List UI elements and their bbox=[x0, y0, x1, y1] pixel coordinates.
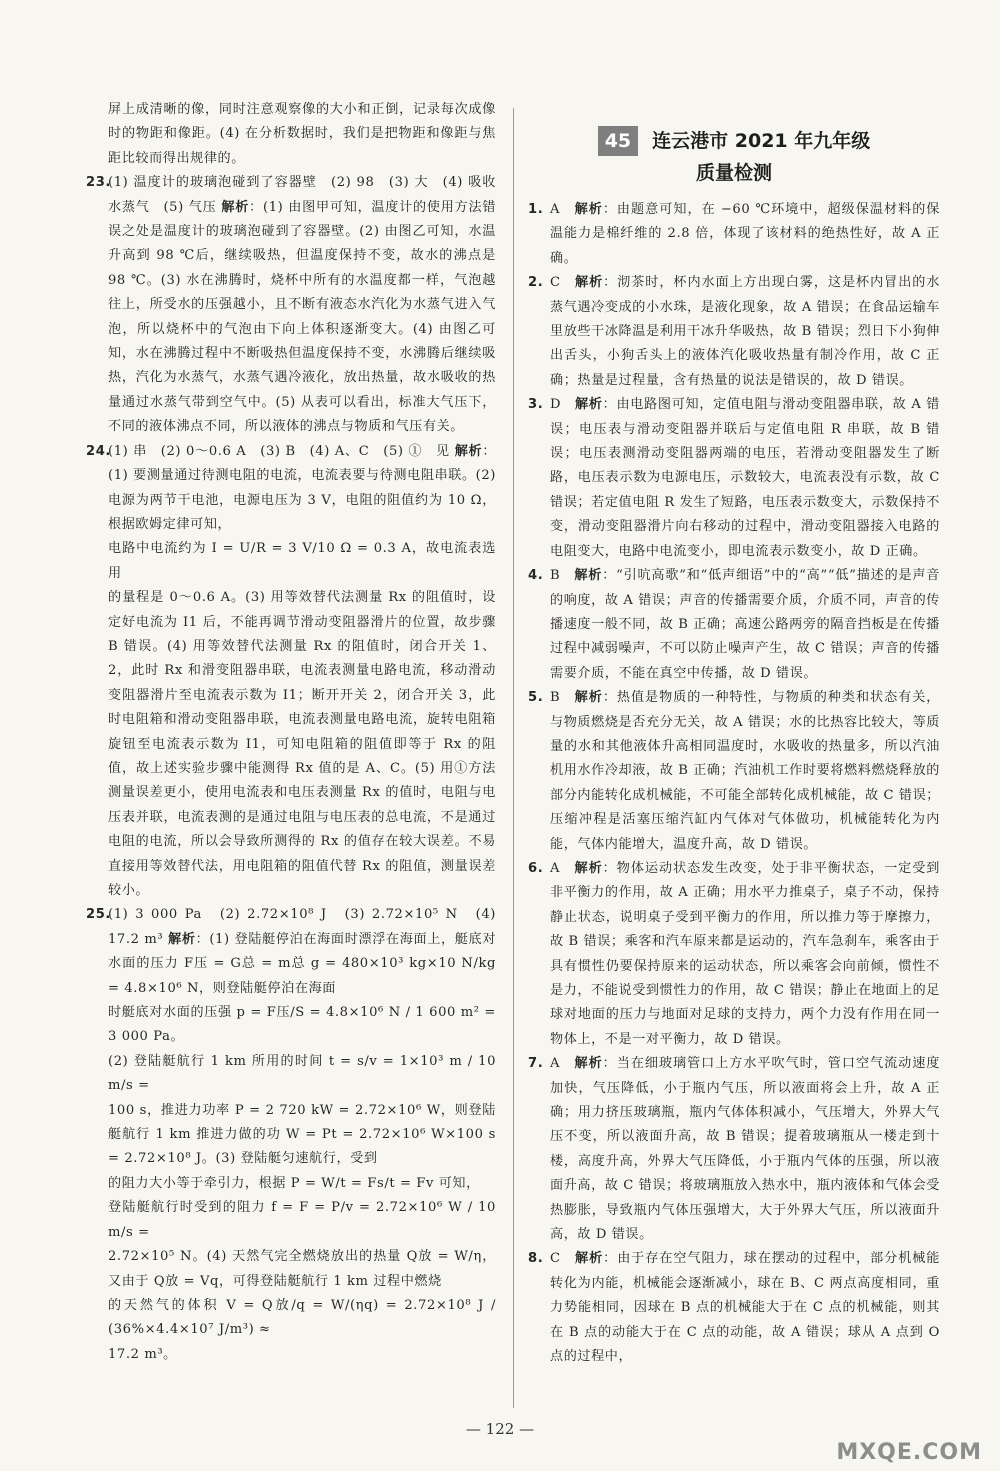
analysis-body: 17.2 m³。 bbox=[108, 1346, 177, 1362]
question-number: 3. bbox=[528, 397, 544, 413]
equation-line: 时艇底对水面的压强 p = F压/S = 4.8×10⁶ N / 1 600 m² = 3 000 Pa。 bbox=[108, 1005, 496, 1045]
question-number: 8. bbox=[528, 1251, 544, 1267]
column-divider bbox=[513, 108, 514, 1408]
analysis-label: 解析 bbox=[574, 1056, 603, 1072]
question-8 bbox=[528, 1247, 940, 1369]
analysis-body: ：由电路图可知，定值电阻与滑动变阻器串联，故 A 错误；电压表与滑动变阻器并联后与定值电阻 R 串联，故 B 错误；电压表测滑动变阻器两端的电压，若滑动变阻器发生了断路，电压表示数为电源电压，示数较大，电流表没有示数，故 C 错误；若定值电阻 R 发生了短路，电压表示数变大，示数保持不变，滑动变阻器滑片向右移动的过程中，滑动变阻器接入电路的电阻变大，电路中电流变小，即电流表示数变小，故 D 正确。 bbox=[550, 397, 940, 559]
page-number: — 122 — bbox=[465, 1420, 535, 1438]
equation-line: 的阻力大小等于牵引力，根据 P = W/t = Fs/t = Fv 可知， bbox=[108, 1175, 480, 1191]
question-number: 2. bbox=[528, 275, 544, 291]
answer-text: D bbox=[550, 397, 562, 413]
answer-text: B bbox=[550, 568, 561, 584]
continuation-paragraph: 屏上成清晰的像，同时注意观察像的大小和正倒，记录每次成像时的物距和像距。(4) 在分析数据时，我们是把物距和像距与焦距比较而得出规律的。 bbox=[108, 102, 496, 166]
question-number: 7. bbox=[528, 1056, 544, 1072]
question-number: 4. bbox=[528, 568, 544, 584]
analysis-label: 解析 bbox=[575, 275, 604, 291]
question-number: 1. bbox=[528, 202, 544, 217]
question-number: 24. bbox=[86, 443, 111, 459]
analysis-body: ：(1) 要测量通过待测电阻的电流，电流表要与待测电阻串联。(2) 电源为两节干电池，电源电压为 3 V，电阻的阻值约为 10 Ω，根据欧姆定律可知， bbox=[108, 443, 497, 532]
answer-text: B bbox=[550, 690, 561, 706]
analysis-body: ：由题意可知，在 −60 ℃环境中，超级保温材料的保温能力是棉纤维的 2.8 倍，体现了该材料的绝热性好，故 A 正确。 bbox=[550, 202, 940, 266]
question-5 bbox=[528, 686, 940, 857]
equation-line: 登陆艇航行时受到的阻力 f = F = P/v = 2.72×10⁶ W / 10 m/s = bbox=[108, 1200, 496, 1240]
answer-text: A bbox=[550, 202, 561, 217]
section-title-line1: 连云港市 2021 年九年级 bbox=[652, 130, 871, 152]
question-number: 5. bbox=[528, 690, 544, 706]
analysis-label: 解析 bbox=[574, 568, 603, 584]
analysis-body: ：热值是物质的一种特性，与物质的种类和状态有关，与物质燃烧是否充分无关，故 A 错误；水的比热容比较大，等质量的水和其他液体升高相同温度时，水吸收的热量多，所以汽油机用水作冷却液，故 B 正确；汽油机工作时要将燃料燃烧释放的部分内能转化成机械能，不可能全部转化成机械能，故 C 错误；压缩冲程是活塞压缩汽缸内气体对气体做功，机械能转化为内能，气体内能增大，温度升高，故 D 错误。 bbox=[550, 690, 940, 852]
question-1 bbox=[528, 198, 940, 271]
analysis-label: 解析 bbox=[575, 397, 603, 413]
analysis-body: ：(1) 登陆艇停泊在海面时漂浮在海面上，艇底对水面的压力 F压 = G总 = m总 g = 480×10³ kg×10 N/kg = 4.8×10⁶ N，则登陆艇停泊在海面 bbox=[108, 931, 497, 996]
analysis-body: ：由于存在空气阻力，球在摆动的过程中，部分机械能转化为内能，机械能会逐渐减小，球在 B、C 两点高度相同，重力势能相同，因球在 B 点的机械能大于在 C 点的机械能，则其在 B 点的动能大于在 C 点的动能，故 A 错误；球从 A 点到 O 点的过程中， bbox=[550, 1251, 941, 1365]
analysis-label: 解析 bbox=[168, 931, 196, 947]
analysis-label: 解析 bbox=[454, 443, 483, 459]
section-header bbox=[528, 126, 940, 188]
section-number-badge: 45 bbox=[598, 126, 638, 156]
analysis-label: 解析 bbox=[574, 860, 603, 876]
question-number: 25. bbox=[86, 907, 111, 923]
question-6 bbox=[528, 857, 940, 1052]
question-number: 23. bbox=[86, 175, 111, 191]
right-column bbox=[528, 198, 940, 1370]
question-7 bbox=[528, 1052, 940, 1247]
question-23 bbox=[86, 171, 510, 439]
answer-text: (1) 3 000 Pa (2) 2.72×10⁸ J (3) 2.72×10⁵ N (4) 17.2 m³ bbox=[108, 907, 496, 947]
equation-line: 电路中电流约为 I = U/R = 3 V/10 Ω = 0.3 A，故电流表选用 bbox=[108, 541, 496, 581]
answer-text: C bbox=[550, 1251, 561, 1267]
answer-text: C bbox=[550, 275, 561, 291]
question-3 bbox=[528, 393, 940, 564]
analysis-body: ：“引吭高歌”和“低声细语”中的“高”“低”描述的是声音的响度，故 A 错误；声音的传播需要介质，介质不同，声音的传播速度一般不同，故 B 正确；高速公路两旁的隔音挡板是在传播过程中减弱噪声，不可以防止噪声产生，故 C 错误；声音的传播需要介质，不能在真空中传播，故 D 错误。 bbox=[550, 568, 940, 681]
section-title-line2: 质量检测 bbox=[695, 162, 772, 184]
analysis-label: 解析 bbox=[574, 202, 603, 217]
analysis-body: ：当在细玻璃管口上方水平吹气时，管口空气流动速度加快，气压降低，小于瓶内气压，所以液面将会上升，故 A 正确；用力挤压玻璃瓶，瓶内气体体积减小，气压增大，外界大气压不变，所以液面升高，故 B 错误；提着玻璃瓶从一楼走到十楼，高度升高，外界大气压降低，小于瓶内气体的压强，所以液面升高，故 C 错误；将玻璃瓶放入热水中，瓶内液体和气体会受热膨胀，导致瓶内气体压强增大，大于外界大气压，所以液面升高，故 D 错误。 bbox=[550, 1056, 940, 1243]
answer-text: A bbox=[550, 860, 561, 876]
question-24 bbox=[86, 440, 496, 904]
equation-line: 的天然气的体积 V = Q放/q = W/(ηq) = 2.72×10⁸ J / (36%×4.4×10⁷ J/m³) ≈ bbox=[108, 1297, 496, 1338]
analysis-body: ：沏茶时，杯内水面上方出现白雾，这是杯内冒出的水蒸气遇冷变成的小水珠，是液化现象，故 A 错误；在食品运输车里放些干冰降温是利用干冰升华吸热，故 B 错误；烈日下小狗伸出舌头，小狗舌头上的液体汽化吸收热量有制冷作用，故 C 正确；热量是过程量，含有热量的说法是错误的，故 D 错误。 bbox=[550, 275, 941, 388]
analysis-label: 解析 bbox=[575, 1251, 604, 1267]
answer-text: A bbox=[550, 1056, 561, 1072]
continuation-text bbox=[86, 98, 496, 171]
question-25 bbox=[86, 903, 496, 1367]
analysis-body: ：物体运动状态发生改变，处于非平衡状态，一定受到非平衡力的作用，故 A 正确；用水平力推桌子，桌子不动，保持静止状态，说明桌子受到平衡力的作用，所以推力等于摩擦力，故 B 错误；乘客和汽车原来都是运动的，汽车急刹车，乘客由于具有惯性仍要保持原来的运动状态，所以乘客会向前倾，惯性不是力，不能说受到惯性力的作用，故 C 错误；静止在地面上的足球对地面的压力与地面对足球的支持力，两个力没有作用在同一物体上，不是一对平衡力，故 D 错误。 bbox=[550, 860, 940, 1047]
analysis-body: 100 s，推进力功率 P = 2 720 kW = 2.72×10⁶ W，则登陆艇航行 1 km 推进力做的功 W = Pt = 2.72×10⁶ W×100 s = 2.72×10⁸ J。(3) 登陆艇匀速航行，受到 bbox=[108, 1102, 496, 1167]
left-column bbox=[86, 98, 510, 1367]
question-2 bbox=[528, 271, 940, 393]
answer-text: (1) 串 (2) 0～0.6 A (3) B (4) A、C (5) ① 见 bbox=[108, 443, 450, 459]
equation-line: (2) 登陆艇航行 1 km 所用的时间 t = s/v = 1×10³ m / 10 m/s = bbox=[108, 1053, 496, 1094]
analysis-label: 解析 bbox=[221, 199, 250, 215]
analysis-body: ：(1) 由图甲可知，温度计的使用方法错误之处是温度计的玻璃泡碰到了容器壁。(2) 由图乙可知，水温升高到 98 ℃后，继续吸热，但温度保持不变，故水的沸点是 98 ℃。(3) 水在沸腾时，烧杯中所有的水温度都一样，气泡越往上，所受水的压强越小，且不断有液态水汽化为水蒸气进入气泡，所以烧杯中的气泡由下向上体积逐渐变大。(4) 由图乙可知，水在沸腾过程中不断吸热但温度保持不变，水沸腾后继续吸热，汽化为水蒸气，水蒸气遇冷液化，放出热量，故水吸收的热量通过水蒸气带到空气中。(5) 从表可以看出，标准大气压下，不同的液体沸点不同，所以液体的沸点与物质和气压有关。 bbox=[108, 199, 497, 435]
analysis-body: 的量程是 0～0.6 A。(3) 用等效替代法测量 Rx 的阻值时，设定好电流为 I1 后，不能再调节滑动变阻器滑片的位置，故步骤 B 错误。(4) 用等效替代法测量 Rx 的阻值时，闭合开关 1、2，此时 Rx 和滑变阻器串联，电流表测量电路电流，移动滑动变阻器滑片至电流表示数为 I1；断开开关 2，闭合开关 3，此时电阻箱和滑动变阻器串联，电流表测量电路电流，旋转电阻箱旋钮至电流表示数为 I1，可知电阻箱的阻值即等于 Rx 的阻值，故上述实验步骤中能测得 Rx 值的是 A、C。(5) 用①方法测量误差更小，使用电流表和电压表测量 Rx 的值时，电阻与电压表并联，电流表测的是通过电阻与电压表的总电流，不是通过电阻的电流，所以会导致所测得的 Rx 的值存在较大误差。不易直接用等效替代法，用电阻箱的阻值代替 Rx 的阻值，测量误差较小。 bbox=[108, 590, 496, 898]
answer-text: (1) 温度计的玻璃泡碰到了容器壁 (2) 98 (3) 大 (4) 吸收 水蒸气 (5) 气压 bbox=[108, 175, 510, 215]
question-4 bbox=[528, 564, 940, 686]
analysis-label: 解析 bbox=[574, 690, 603, 706]
site-watermark: MXQE.COM bbox=[836, 1440, 982, 1465]
analysis-body: 2.72×10⁵ N。(4) 天然气完全燃烧放出的热量 Q放 = W/η，又由于 Q放 = Vq，可得登陆艇航行 1 km 过程中燃烧 bbox=[108, 1249, 496, 1289]
question-number: 6. bbox=[528, 860, 544, 876]
